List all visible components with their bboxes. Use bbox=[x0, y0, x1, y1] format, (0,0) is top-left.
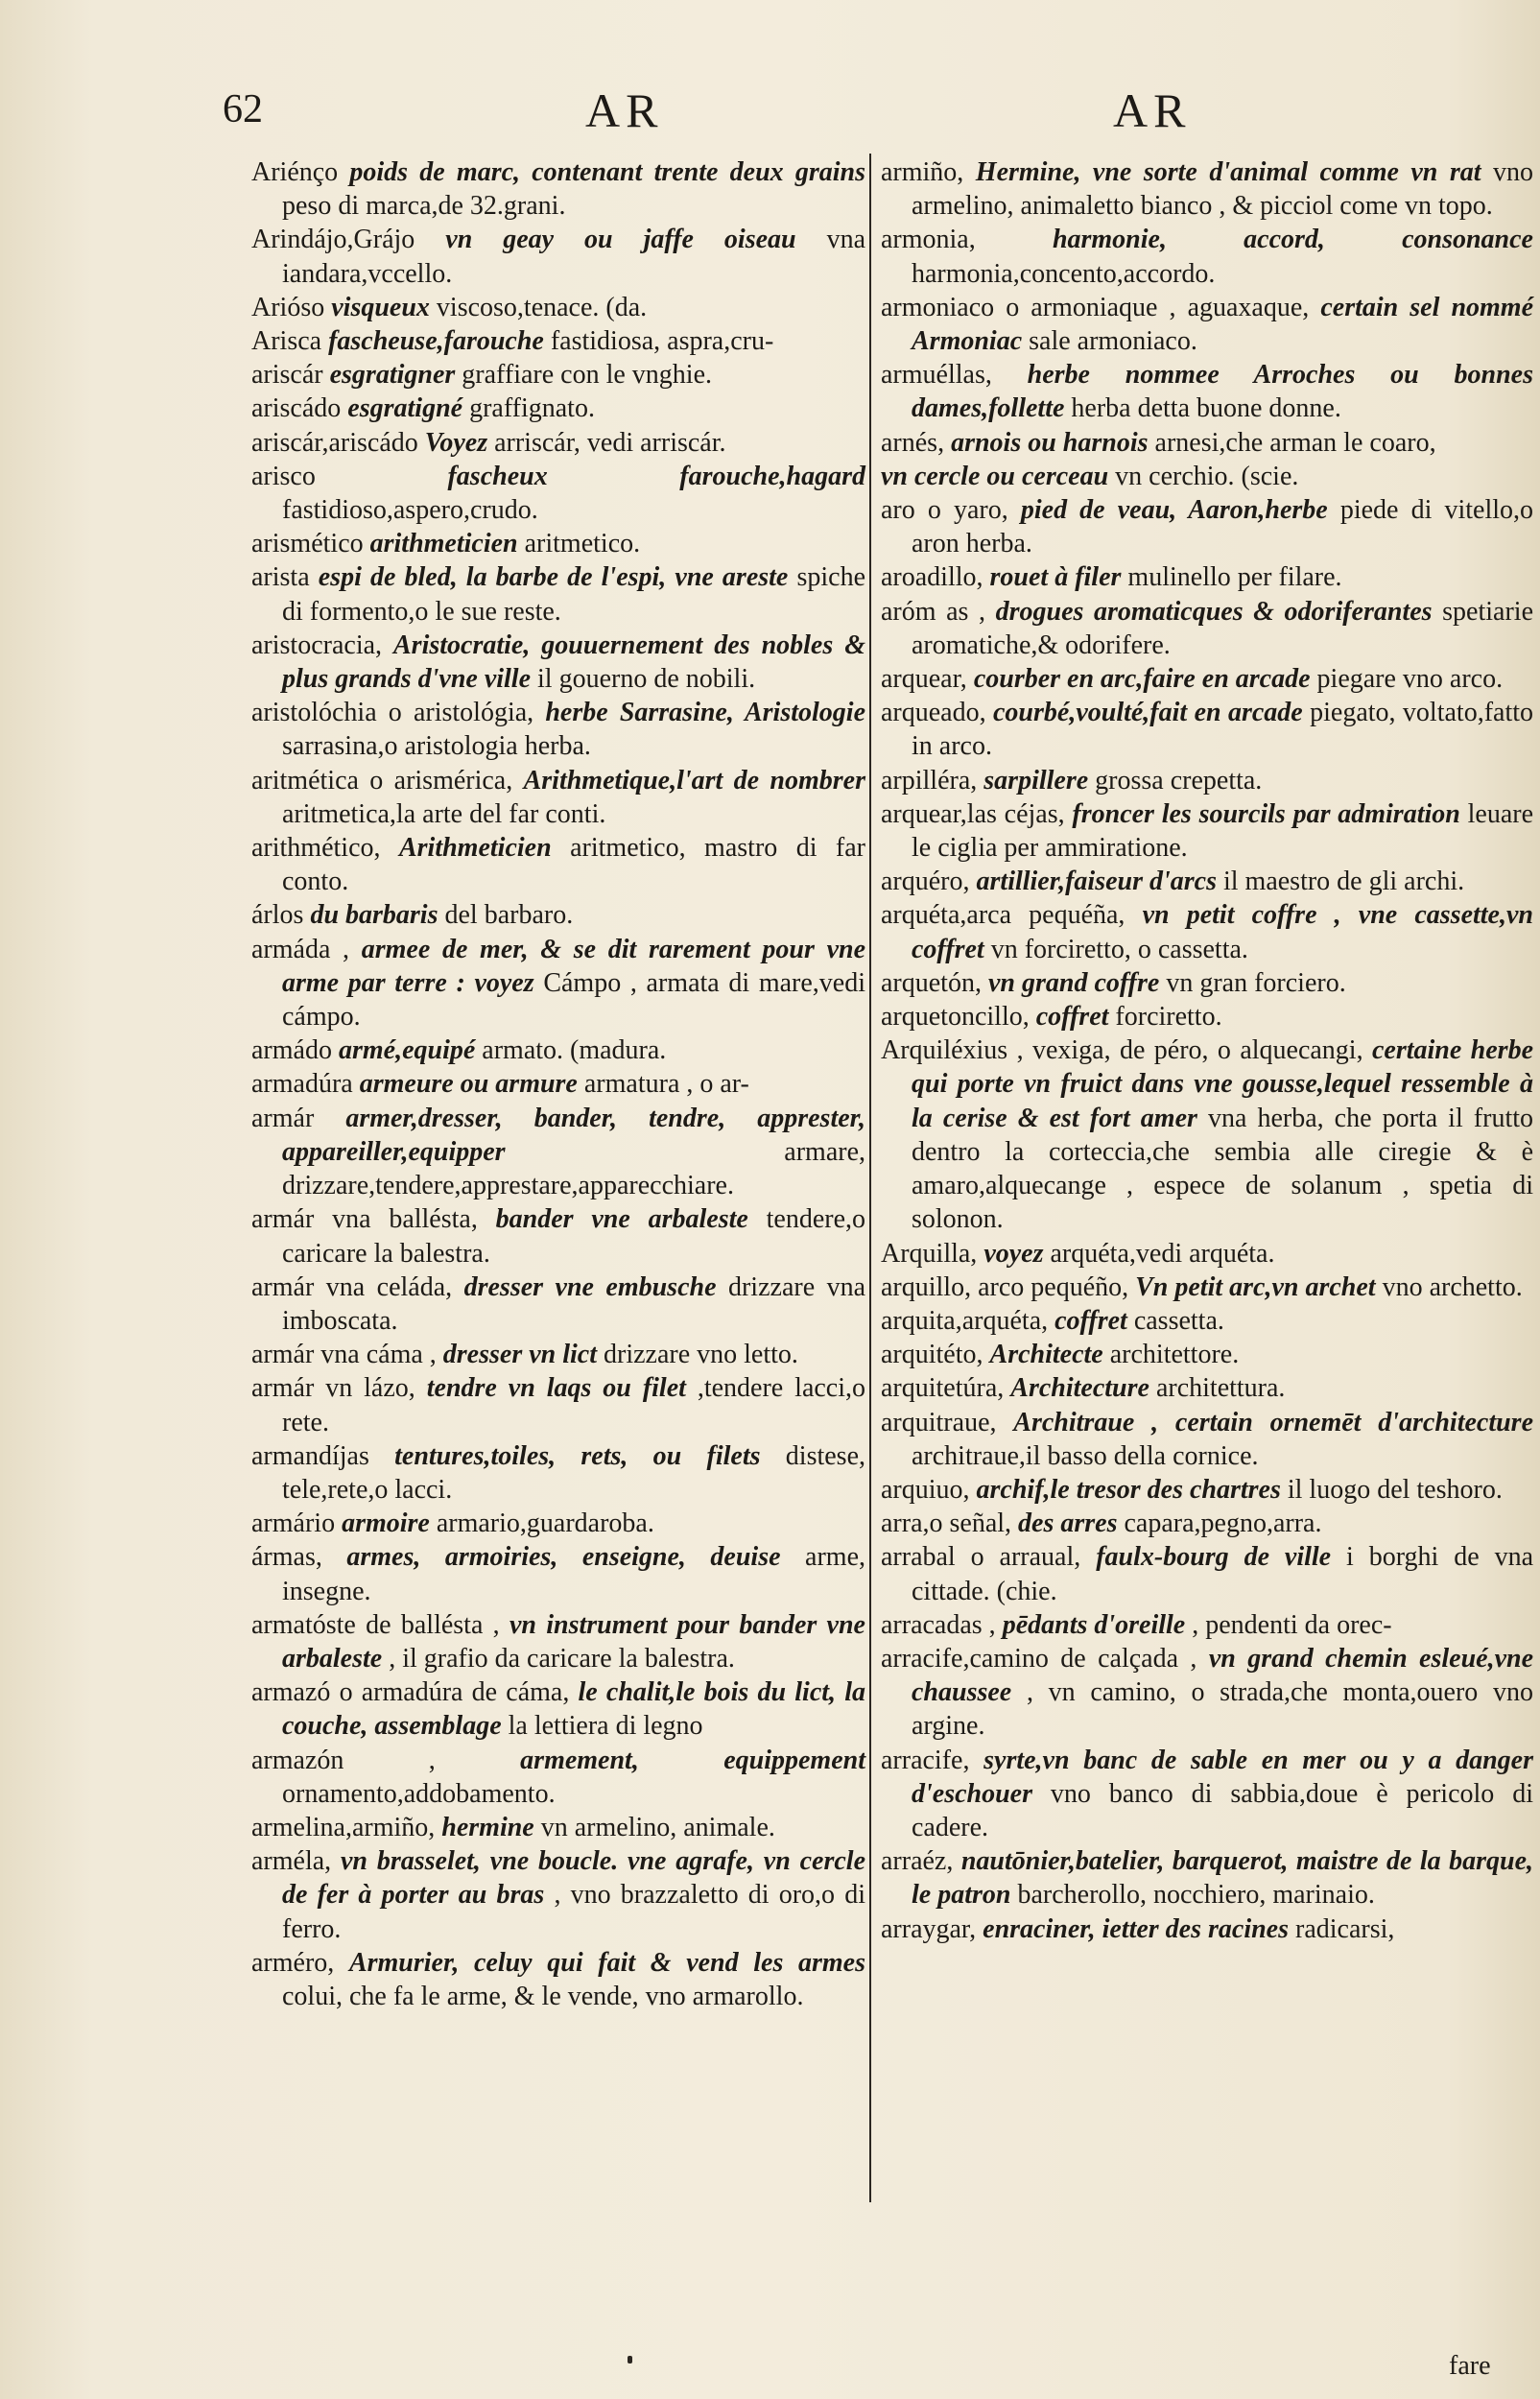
dictionary-entry bbox=[251, 1540, 865, 1607]
italian-gloss: aritmetico. bbox=[524, 529, 641, 559]
italian-gloss: harmonia,concento,accordo. bbox=[912, 258, 1216, 289]
dictionary-entry bbox=[251, 291, 865, 324]
dictionary-entry bbox=[881, 1033, 1533, 1236]
french-gloss: froncer les sourcils par admiration bbox=[1072, 798, 1460, 829]
italian-gloss: vno armelino, animaletto bianco , & picciol come vn topo. bbox=[912, 157, 1534, 222]
italian-gloss: armato. (madura. bbox=[482, 1035, 667, 1066]
spanish-headword: armadúra bbox=[251, 1069, 353, 1100]
running-head-right: AR bbox=[1113, 83, 1192, 137]
right-column bbox=[881, 155, 1533, 1946]
spanish-headword: aróm as , bbox=[881, 596, 986, 627]
italian-gloss: i borghi de vna cittade. (chie. bbox=[912, 1542, 1534, 1606]
spanish-headword: arra,o señal, bbox=[881, 1508, 1012, 1539]
italian-gloss: arme, insegne. bbox=[282, 1542, 865, 1606]
spanish-headword: armáda , bbox=[251, 934, 350, 964]
french-gloss: espi de bled, la barbe de l'espi, vne areste bbox=[318, 562, 789, 593]
french-gloss: syrte,vn banc de sable en mer ou y a danger d'eschouer bbox=[912, 1745, 1533, 1809]
french-gloss: hermine bbox=[441, 1812, 534, 1842]
spanish-headword: Arquiléxius , vexiga, de péro, o alquecangi, bbox=[881, 1035, 1363, 1066]
dictionary-entry bbox=[251, 764, 865, 831]
dictionary-entry bbox=[251, 1371, 865, 1438]
italian-gloss: arnesi,che arman le coaro, bbox=[1154, 427, 1436, 458]
italian-gloss: , pendenti da orec- bbox=[1192, 1609, 1392, 1640]
french-gloss: vn instrument pour bander vne arbaleste bbox=[282, 1609, 865, 1674]
french-gloss: armeure ou armure bbox=[359, 1069, 578, 1100]
spanish-headword: arquitetúra, bbox=[881, 1373, 1005, 1404]
french-gloss: esgratigné bbox=[347, 393, 463, 424]
dictionary-entry bbox=[881, 1540, 1533, 1607]
french-gloss: courber en arc,faire en arcade bbox=[973, 664, 1311, 695]
french-gloss: sarpillere bbox=[983, 765, 1089, 796]
dictionary-entry bbox=[251, 696, 865, 763]
spanish-headword: arquiuo, bbox=[881, 1474, 970, 1505]
spanish-headword: arquetón, bbox=[881, 967, 982, 998]
italian-gloss: drizzare vno letto. bbox=[604, 1340, 798, 1370]
french-gloss: rouet à filer bbox=[989, 562, 1122, 593]
spanish-headword: Arindájo,Grájo bbox=[251, 225, 415, 255]
dictionary-entry bbox=[251, 223, 865, 290]
spanish-headword: arqueado, bbox=[881, 698, 986, 728]
french-gloss: drogues aromaticques & odoriferantes bbox=[995, 596, 1433, 627]
spanish-headword: ariscár,ariscádo bbox=[251, 427, 418, 458]
french-gloss: voyez bbox=[983, 1238, 1044, 1269]
italian-gloss: capara,pegno,arra. bbox=[1124, 1508, 1322, 1539]
column-divider bbox=[869, 154, 871, 2202]
italian-gloss: architettura. bbox=[1155, 1373, 1286, 1404]
french-gloss: tendre vn laqs ou filet bbox=[426, 1373, 686, 1404]
french-gloss: vn petit coffre , vne cassette,vn coffret bbox=[912, 900, 1533, 964]
spanish-headword: Arióso bbox=[251, 292, 325, 322]
dictionary-entry bbox=[881, 426, 1533, 460]
spanish-headword: armuéllas, bbox=[881, 360, 992, 391]
spanish-headword: arracife, bbox=[881, 1745, 970, 1775]
spanish-headword: armazón , bbox=[251, 1745, 436, 1775]
dictionary-entry bbox=[881, 1371, 1533, 1405]
italian-gloss: sale armoniaco. bbox=[1029, 326, 1197, 357]
french-gloss: coffret bbox=[1035, 1002, 1109, 1033]
italian-gloss: architraue,il basso della cornice. bbox=[912, 1440, 1259, 1471]
dictionary-entry bbox=[881, 358, 1533, 425]
dictionary-entry bbox=[881, 1608, 1533, 1642]
dictionary-entry bbox=[881, 1406, 1533, 1473]
french-gloss: Architecte bbox=[989, 1340, 1103, 1370]
spanish-headword: armár bbox=[251, 1103, 315, 1133]
italian-gloss: grossa crepetta. bbox=[1095, 765, 1263, 796]
italian-gloss: , vn camino, o strada,che monta,ouero vno argine. bbox=[912, 1677, 1533, 1742]
spanish-headword: armár vna celáda, bbox=[251, 1271, 453, 1302]
spanish-headword: ariscár bbox=[251, 360, 323, 391]
dictionary-entry bbox=[881, 155, 1533, 223]
italian-gloss: viscoso,tenace. (da. bbox=[436, 292, 648, 322]
french-gloss: armes, armoiries, enseigne, deuise bbox=[346, 1542, 781, 1573]
dictionary-entry bbox=[881, 966, 1533, 1000]
dictionary-entry bbox=[881, 1507, 1533, 1540]
dictionary-entry bbox=[251, 1507, 865, 1540]
dictionary-entry bbox=[251, 1338, 865, 1371]
spanish-headword: Arisca bbox=[251, 326, 322, 357]
italian-gloss: spetiarie aromatiche,& odorifere. bbox=[912, 596, 1533, 660]
french-gloss: armee de mer, & se dit rarement pour vne arme par terre : voyez bbox=[282, 934, 866, 998]
french-gloss: herbe Sarrasine, Aristologie bbox=[545, 698, 865, 728]
spanish-headword: Ariénço bbox=[251, 157, 339, 187]
dictionary-entry bbox=[881, 1642, 1533, 1744]
spanish-headword: ármas, bbox=[251, 1542, 322, 1573]
french-gloss: Arithmetique,l'art de nombrer bbox=[523, 765, 866, 796]
dictionary-entry bbox=[251, 831, 865, 898]
italian-gloss: la lettiera di legno bbox=[508, 1711, 703, 1742]
italian-gloss: graffignato. bbox=[469, 393, 595, 424]
dictionary-entry bbox=[881, 291, 1533, 358]
dictionary-entry bbox=[251, 155, 865, 223]
french-gloss: coffret bbox=[1054, 1305, 1127, 1336]
french-gloss: dresser vn lict bbox=[442, 1340, 597, 1370]
italian-gloss: drizzare vna imboscata. bbox=[282, 1271, 866, 1336]
spanish-headword: Arquilla, bbox=[881, 1238, 978, 1269]
dictionary-entry bbox=[251, 324, 865, 358]
french-gloss: vn geay ou jaffe oiseau bbox=[445, 225, 796, 255]
spanish-headword: arpilléra, bbox=[881, 765, 978, 796]
dictionary-entry bbox=[881, 1338, 1533, 1371]
spanish-headword: ariscádo bbox=[251, 393, 342, 424]
italian-gloss: piede di vitello,o aron herba. bbox=[912, 495, 1534, 559]
dictionary-entry bbox=[251, 629, 865, 696]
spanish-headword: armár vn lázo, bbox=[251, 1373, 415, 1404]
spanish-headword: armár vna cáma , bbox=[251, 1340, 437, 1370]
italian-gloss: armatura , o ar- bbox=[583, 1069, 749, 1100]
french-gloss: le chalit,le bois du lict, la couche, assemblage bbox=[282, 1677, 866, 1742]
french-gloss: Arithmeticien bbox=[398, 833, 552, 864]
spanish-headword: arquéro, bbox=[881, 867, 970, 897]
french-gloss: tentures,toiles, rets, ou filets bbox=[394, 1440, 761, 1471]
french-gloss: armer,dresser, bander, tendre, apprester, appareiller,equipper bbox=[282, 1103, 865, 1167]
dictionary-entry bbox=[251, 560, 865, 628]
french-gloss: vn grand chemin esleué,vne chaussee bbox=[912, 1643, 1533, 1708]
spanish-headword: arméla, bbox=[251, 1846, 332, 1877]
left-column bbox=[251, 155, 865, 2013]
dictionary-entry bbox=[881, 595, 1533, 662]
dictionary-entry bbox=[881, 898, 1533, 965]
italian-gloss: fastidiosa, aspra,cru- bbox=[550, 326, 774, 357]
spanish-headword: arquear,las céjas, bbox=[881, 798, 1065, 829]
french-gloss: Architecture bbox=[1010, 1373, 1149, 1404]
french-gloss: armé,equipé bbox=[338, 1035, 476, 1066]
italian-gloss: mulinello per filare. bbox=[1127, 562, 1342, 593]
italian-gloss: vna iandara,vccello. bbox=[282, 225, 865, 289]
french-gloss: esgratigner bbox=[329, 360, 456, 391]
spanish-headword: arraygar, bbox=[881, 1913, 977, 1944]
italian-gloss: forciretto. bbox=[1115, 1002, 1222, 1033]
spanish-headword: aritmética o arismérica, bbox=[251, 765, 513, 796]
italian-gloss: , il grafio da caricare la balestra. bbox=[389, 1643, 735, 1674]
italian-gloss: fastidioso,aspero,crudo. bbox=[282, 495, 538, 526]
spanish-headword: armonia, bbox=[881, 225, 976, 255]
dictionary-entry bbox=[881, 460, 1533, 493]
spanish-headword: arnés, bbox=[881, 427, 945, 458]
italian-gloss: ,tendere lacci,o rete. bbox=[282, 1373, 866, 1437]
dictionary-entry bbox=[251, 1102, 865, 1203]
spanish-headword: arismético bbox=[251, 529, 364, 559]
french-gloss: Armurier, celuy qui fait & vend les armes bbox=[348, 1947, 866, 1978]
dictionary-entry bbox=[251, 1067, 865, 1101]
french-gloss: vn brasselet, vne boucle. vne agrafe, vn cercle de fer à porter au bras bbox=[282, 1846, 865, 1911]
spanish-headword: armár vna ballésta, bbox=[251, 1204, 478, 1235]
french-gloss: vn cercle ou cerceau bbox=[881, 461, 1109, 491]
italian-gloss: armario,guardaroba. bbox=[436, 1508, 654, 1539]
french-gloss: pied de veau, Aaron,herbe bbox=[1020, 495, 1328, 526]
french-gloss: artillier,faiseur d'arcs bbox=[976, 867, 1217, 897]
catchword: fare bbox=[1449, 2351, 1491, 2381]
dictionary-entry bbox=[881, 662, 1533, 696]
italian-gloss: architettore. bbox=[1109, 1340, 1240, 1370]
spanish-headword: arquitéto, bbox=[881, 1340, 983, 1370]
spanish-headword: aristolóchia o aristológia, bbox=[251, 698, 534, 728]
italian-gloss: peso di marca,de 32.grani. bbox=[282, 191, 566, 222]
dictionary-entry bbox=[881, 696, 1533, 763]
page-number: 62 bbox=[223, 87, 263, 131]
french-gloss: Architraue , certain ornemēt d'architecture bbox=[1013, 1407, 1534, 1437]
italian-gloss: piegato, voltato,fatto in arco. bbox=[912, 698, 1534, 762]
italian-gloss: vn forciretto, o cassetta. bbox=[990, 934, 1248, 964]
dictionary-entry bbox=[251, 460, 865, 527]
french-gloss: du barbaris bbox=[310, 900, 438, 931]
dictionary-entry bbox=[881, 764, 1533, 797]
spanish-headword: aro o yaro, bbox=[881, 495, 1008, 526]
italian-gloss: herba detta buone donne. bbox=[1071, 393, 1341, 424]
italian-gloss: vna herba, che porta il frutto dentro la corteccia,che sembia alle ciregie & è amaro,alquecange , espece de solanum , spetia di solonon. bbox=[912, 1103, 1534, 1235]
dictionary-entry bbox=[881, 1304, 1533, 1338]
dictionary-entry bbox=[881, 493, 1533, 560]
spanish-headword: armoniaco o armoniaque , aguaxaque, bbox=[881, 292, 1310, 322]
french-gloss: fascheux farouche,hagard bbox=[447, 461, 865, 491]
italian-gloss: arriscár, vedi arriscár. bbox=[494, 427, 726, 458]
spanish-headword: armazó o armadúra de cáma, bbox=[251, 1677, 570, 1708]
italian-gloss: cassetta. bbox=[1133, 1305, 1224, 1336]
dictionary-entry bbox=[881, 1744, 1533, 1845]
italian-gloss: spiche di formento,o le sue reste. bbox=[282, 562, 866, 627]
french-gloss: certaine herbe qui porte vn fruict dans vne gousse,lequel ressemble à la cerise & est fort amer bbox=[912, 1035, 1534, 1133]
spanish-headword: armelina,armiño, bbox=[251, 1812, 436, 1842]
spanish-headword: arracife,camino de calçada , bbox=[881, 1643, 1197, 1674]
dictionary-entry bbox=[881, 560, 1533, 594]
italian-gloss: piegare vno arco. bbox=[1316, 664, 1504, 695]
french-gloss: vn grand coffre bbox=[987, 967, 1160, 998]
spanish-headword: arisco bbox=[251, 461, 316, 491]
dictionary-entry bbox=[251, 1608, 865, 1675]
running-head-left: AR bbox=[585, 83, 664, 137]
spanish-headword: armatóste de ballésta , bbox=[251, 1609, 500, 1640]
italian-gloss: distese, tele,rete,o lacci. bbox=[282, 1440, 866, 1505]
spanish-headword: arquillo, arco pequéño, bbox=[881, 1271, 1129, 1302]
italian-gloss: ornamento,addobamento. bbox=[282, 1778, 556, 1809]
italian-gloss: il gouerno de nobili. bbox=[537, 664, 756, 695]
spanish-headword: árlos bbox=[251, 900, 304, 931]
spanish-headword: armandíjas bbox=[251, 1440, 369, 1471]
french-gloss: arithmeticien bbox=[369, 529, 518, 559]
french-gloss: certain sel nommé Armoniac bbox=[912, 292, 1534, 357]
dictionary-entry bbox=[251, 1844, 865, 1946]
spanish-headword: arméro, bbox=[251, 1947, 335, 1978]
italian-gloss: del barbaro. bbox=[444, 900, 574, 931]
italian-gloss: vn gran forciero. bbox=[1166, 967, 1346, 998]
italian-gloss: vno archetto. bbox=[1382, 1271, 1523, 1302]
spanish-headword: arquitraue, bbox=[881, 1407, 997, 1437]
french-gloss: pēdants d'oreille bbox=[1002, 1609, 1186, 1640]
french-gloss: Aristocratie, gouuernement des nobles & plus grands d'vne ville bbox=[282, 629, 865, 695]
italian-gloss: il maestro de gli archi. bbox=[1222, 867, 1465, 897]
italian-gloss: il luogo del teshoro. bbox=[1287, 1474, 1503, 1505]
spanish-headword: arrabal o arraual, bbox=[881, 1542, 1081, 1573]
dictionary-entry bbox=[251, 1033, 865, 1067]
french-gloss: arnois ou harnois bbox=[951, 427, 1149, 458]
french-gloss: visqueux bbox=[331, 292, 430, 322]
spanish-headword: arquita,arquéta, bbox=[881, 1305, 1049, 1336]
spanish-headword: aristocracia, bbox=[251, 629, 383, 660]
french-gloss: armement, equippement bbox=[520, 1745, 865, 1775]
italian-gloss: colui, che fa le arme, & le vende, vno armarollo. bbox=[282, 1981, 804, 2011]
french-gloss: courbé,voulté,fait en arcade bbox=[993, 698, 1303, 728]
italian-gloss: barcherollo, nocchiero, marinaio. bbox=[1017, 1880, 1375, 1911]
dictionary-entry bbox=[881, 1912, 1533, 1946]
dictionary-entry bbox=[251, 392, 865, 425]
french-gloss: Hermine, vne sorte d'animal comme vn rat bbox=[975, 157, 1481, 187]
italian-gloss: graffiare con le vnghie. bbox=[462, 360, 712, 391]
italian-gloss: radicarsi, bbox=[1295, 1913, 1395, 1944]
spanish-headword: arista bbox=[251, 562, 310, 593]
spanish-headword: armádo bbox=[251, 1035, 332, 1066]
italian-gloss: armare, drizzare,tendere,apprestare,apparecchiare. bbox=[282, 1136, 865, 1201]
spanish-headword: arquéta,arca pequéña, bbox=[881, 900, 1125, 931]
dictionary-entry bbox=[881, 1844, 1533, 1912]
french-gloss: armoire bbox=[342, 1508, 430, 1539]
dictionary-entry bbox=[251, 1271, 865, 1338]
dictionary-entry bbox=[251, 1946, 865, 2013]
dictionary-entry bbox=[251, 426, 865, 460]
italian-gloss: arquéta,vedi arquéta. bbox=[1050, 1238, 1275, 1269]
dictionary-entry bbox=[881, 1473, 1533, 1507]
french-gloss: poids de marc, contenant trente deux grains bbox=[349, 157, 866, 187]
italian-gloss: vn armelino, animale. bbox=[540, 1812, 775, 1842]
french-gloss: herbe nommee Arroches ou bonnes dames,follette bbox=[912, 360, 1533, 424]
french-gloss: dresser vne embusche bbox=[463, 1271, 717, 1302]
dictionary-entry bbox=[881, 797, 1533, 865]
dictionary-entry bbox=[251, 358, 865, 392]
french-gloss: Vn petit arc,vn archet bbox=[1135, 1271, 1376, 1302]
dictionary-entry bbox=[251, 1811, 865, 1844]
spanish-headword: arquetoncillo, bbox=[881, 1002, 1030, 1033]
italian-gloss: vno banco di sabbia,doue è pericolo di cadere. bbox=[912, 1778, 1533, 1842]
dictionary-entry bbox=[251, 1744, 865, 1811]
spanish-headword: armário bbox=[251, 1508, 336, 1539]
french-gloss: enraciner, ietter des racines bbox=[983, 1913, 1290, 1944]
dictionary-entry bbox=[881, 223, 1533, 290]
spanish-headword: aroadillo, bbox=[881, 562, 983, 593]
french-gloss: archif,le tresor des chartres bbox=[976, 1474, 1281, 1505]
dictionary-entry bbox=[881, 1237, 1533, 1271]
italian-gloss: vn cerchio. (scie. bbox=[1115, 461, 1299, 491]
italian-gloss: Cámpo , armata di mare,vedi cámpo. bbox=[282, 967, 866, 1033]
ink-mark bbox=[628, 2356, 632, 2363]
french-gloss: des arres bbox=[1018, 1508, 1118, 1539]
italian-gloss: sarrasina,o aristologia herba. bbox=[282, 731, 591, 762]
italian-gloss: , vno brazzaletto di oro,o di ferro. bbox=[282, 1880, 865, 1944]
dictionary-entry bbox=[881, 1000, 1533, 1033]
dictionary-entry bbox=[251, 527, 865, 560]
french-gloss: nautōnier,batelier, barquerot, maistre de la barque, le patron bbox=[912, 1846, 1533, 1911]
italian-gloss: aritmetico, mastro di far conto. bbox=[282, 833, 866, 897]
dictionary-entry bbox=[251, 1675, 865, 1743]
spanish-headword: arracadas , bbox=[881, 1609, 996, 1640]
italian-gloss: tendere,o caricare la balestra. bbox=[282, 1204, 866, 1269]
spanish-headword: armiño, bbox=[881, 157, 964, 187]
spanish-headword: arquear, bbox=[881, 664, 967, 695]
french-gloss: faulx-bourg de ville bbox=[1096, 1542, 1332, 1573]
dictionary-entry bbox=[251, 1202, 865, 1270]
french-gloss: fascheuse,farouche bbox=[328, 326, 544, 357]
dictionary-entry bbox=[251, 933, 865, 1034]
spanish-headword: arraéz, bbox=[881, 1846, 954, 1877]
italian-gloss: aritmetica,la arte del far conti. bbox=[282, 798, 606, 829]
dictionary-entry bbox=[881, 865, 1533, 898]
dictionary-entry bbox=[251, 898, 865, 932]
spanish-headword: arithmético, bbox=[251, 833, 381, 864]
dictionary-entry bbox=[881, 1271, 1533, 1304]
french-gloss: harmonie, accord, consonance bbox=[1052, 225, 1533, 255]
italian-gloss: leuare le ciglia per ammiratione. bbox=[912, 798, 1533, 864]
french-gloss: Voyez bbox=[424, 427, 488, 458]
dictionary-entry bbox=[251, 1439, 865, 1507]
french-gloss: bander vne arbaleste bbox=[495, 1204, 748, 1235]
